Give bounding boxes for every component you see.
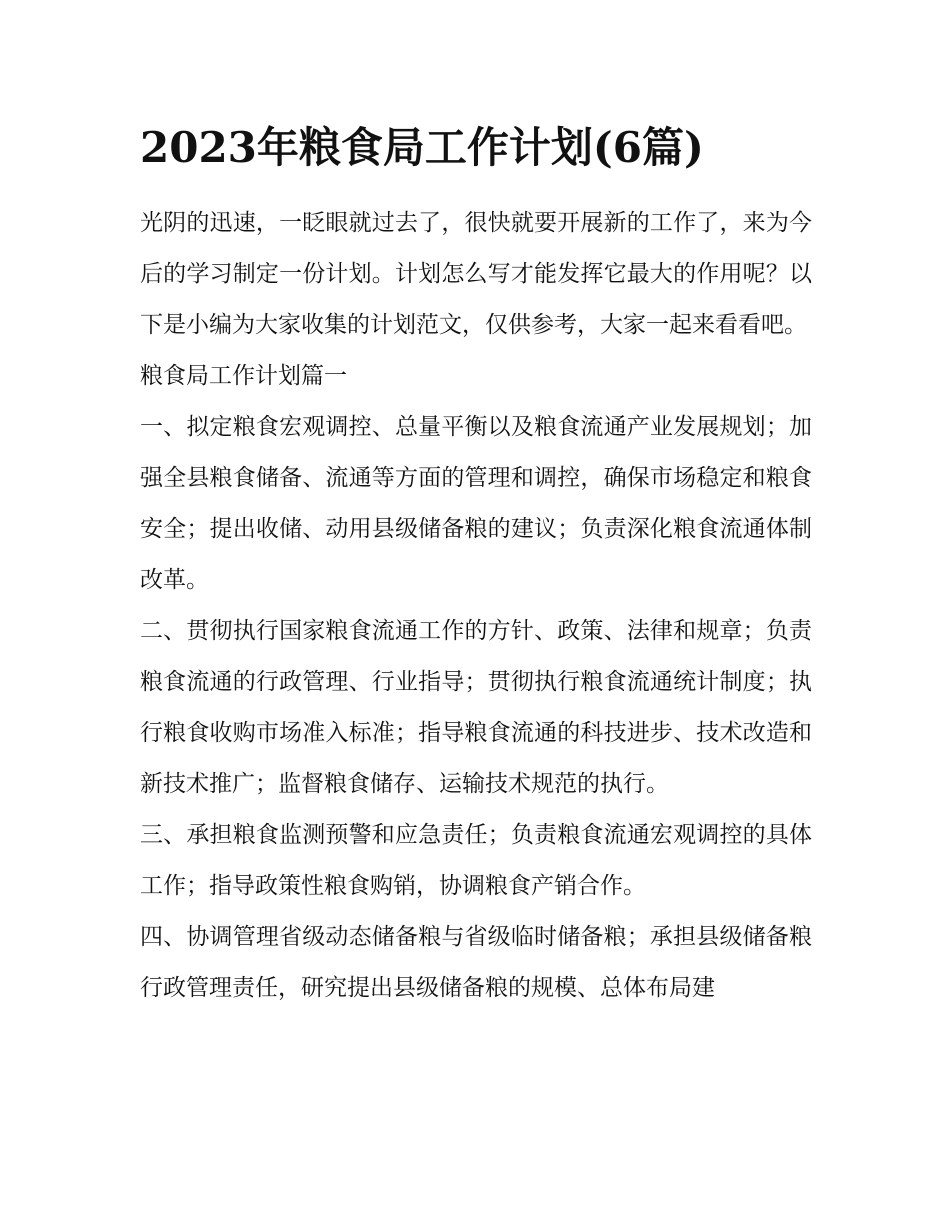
intro-paragraph: 光阴的迅速，一眨眼就过去了，很快就要开展新的工作了，来为今后的学习制定一份计划。计划怎么写才能发挥它最大的作用呢？以下是小编为大家收集的计划范文，仅供参考，大家一起来看看吧。 [140, 210, 812, 338]
item-paragraph-3: 三、承担粮食监测预警和应急责任；负责粮食流通宏观调控的具体工作；指导政策性粮食购销，协调粮食产销合作。 [140, 822, 812, 899]
item-paragraph-2: 二、贯彻执行国家粮食流通工作的方针、政策、法律和规章；负责粮食流通的行政管理、行业指导；贯彻执行粮食流通统计制度；执行粮食收购市场准入标准；指导粮食流通的科技进步、技术改造和新技术推广；监督粮食储存、运输技术规范的执行。 [140, 618, 812, 797]
section-heading: 粮食局工作计划篇一 [140, 363, 347, 389]
document-body [140, 198, 812, 1014]
item-paragraph-1: 一、拟定粮食宏观调控、总量平衡以及粮食流通产业发展规划；加强全县粮食储备、流通等方面的管理和调控，确保市场稳定和粮食安全；提出收储、动用县级储备粮的建议；负责深化粮食流通体制改革。 [140, 414, 812, 593]
document-title: 2023年粮食局工作计划(6篇) [140, 123, 704, 172]
item-paragraph-4: 四、协调管理省级动态储备粮与省级临时储备粮；承担县级储备粮行政管理责任，研究提出县级储备粮的规模、总体布局建 [140, 924, 812, 1001]
